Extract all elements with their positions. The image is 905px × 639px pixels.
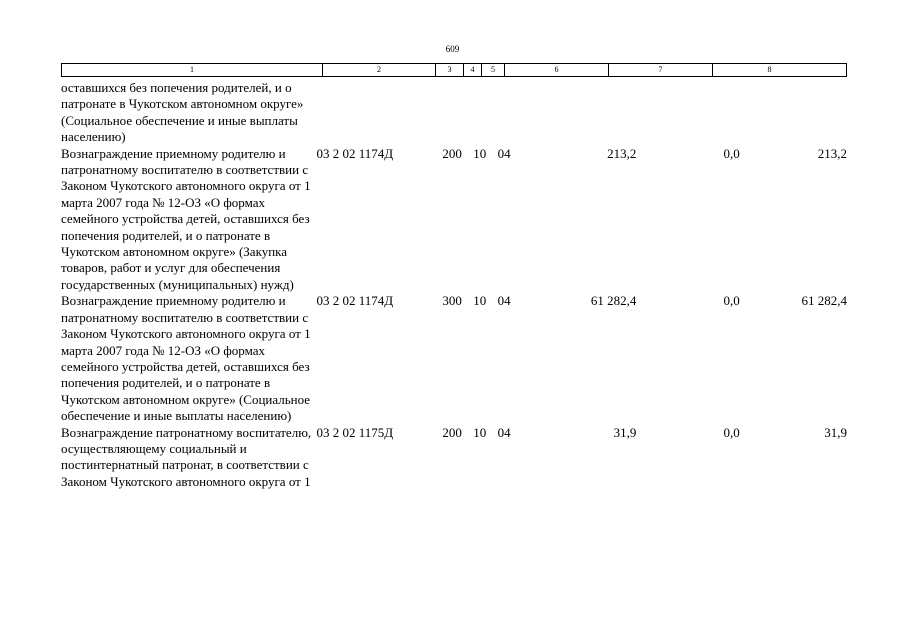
row-col-4 [462, 80, 486, 146]
header-col-7: 7 [609, 64, 713, 76]
row-col-7 [636, 80, 739, 146]
row-col-3: 300 [442, 293, 462, 309]
row-code: 03 2 02 1174Д [316, 145, 394, 161]
table-row [61, 425, 847, 491]
row-col-6: 31,9 [613, 424, 637, 440]
row-description: оставшихся без попечения родителей, и о патронате в Чукотском автономном округе» (Социальное обеспечение и иные выплаты населению) [61, 80, 304, 145]
table-row [61, 80, 847, 146]
header-col-1: 1 [62, 64, 323, 76]
row-col-3: 200 [442, 424, 462, 440]
header-col-4: 4 [464, 64, 482, 76]
row-col-8: 61 282,4 [801, 293, 847, 309]
row-col-3: 200 [442, 145, 462, 161]
header-col-5: 5 [482, 64, 505, 76]
header-col-3: 3 [436, 64, 464, 76]
row-description: Вознаграждение патронатному воспитателю, осуществляющему социальный и постинтернатный патронат, в соответствии с Законом Чукотского автономного округа от 1 [61, 424, 312, 489]
row-col-4: 10 [473, 293, 487, 309]
row-description: Вознаграждение приемному родителю и патронатному воспитателю в соответствии с Законом Чукотского автономного округа от 1 марта 2007 года № 12-ОЗ «О формах семейного устройства детей, оставшихся без попечения родителей, и о патронате в Чукотском автономном округе» (Социальное обеспечение и иные выплаты населению) [61, 293, 311, 424]
header-col-2: 2 [323, 64, 436, 76]
row-col-4: 10 [473, 424, 487, 440]
row-col-7: 0,0 [723, 293, 740, 309]
row-col-4: 10 [473, 145, 487, 161]
row-col-6 [511, 80, 637, 146]
row-col-5 [486, 80, 510, 146]
row-col-7: 0,0 [723, 424, 740, 440]
page-number: 609 [445, 44, 460, 54]
row-col-5: 04 [497, 145, 511, 161]
row-col-6: 213,2 [607, 145, 637, 161]
table-header [61, 63, 847, 77]
row-code: 03 2 02 1174Д [316, 293, 394, 309]
row-col-8: 213,2 [817, 145, 847, 161]
table-row [61, 293, 847, 424]
row-col-8: 31,9 [824, 424, 847, 440]
row-col-3 [432, 80, 462, 146]
row-col-5: 04 [497, 293, 511, 309]
table-row [61, 146, 847, 294]
table-body [61, 80, 847, 490]
row-col-8 [740, 80, 847, 146]
row-col-7: 0,0 [723, 145, 740, 161]
header-col-8: 8 [767, 65, 772, 74]
row-description: Вознаграждение приемному родителю и патронатному воспитателю в соответствии с Законом Чукотского автономного округа от 1 марта 2007 года № 12-ОЗ «О формах семейного устройства детей, оставшихся без попечения родителей, и о патронате в Чукотском автономном округе» (Закупка товаров, работ и услуг для обеспечения государственных (муниципальных) нужд) [61, 145, 311, 292]
header-col-6: 6 [505, 64, 609, 76]
row-code [315, 80, 432, 146]
row-col-6: 61 282,4 [590, 293, 637, 309]
row-col-5: 04 [497, 424, 511, 440]
row-code: 03 2 02 1175Д [316, 424, 394, 440]
